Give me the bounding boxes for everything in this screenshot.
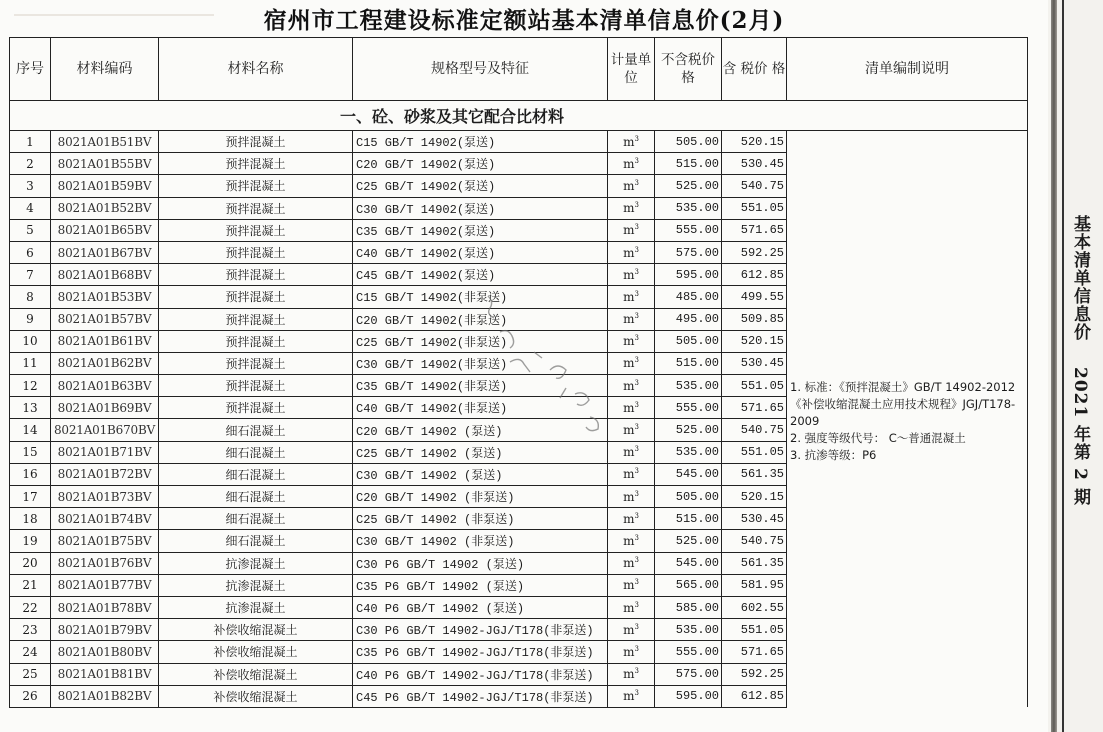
row-number: 19 (10, 530, 51, 552)
spec-features: C30 P6 GB/T 14902 (泵送) (353, 552, 608, 574)
unit-base: m (623, 578, 635, 593)
price-ex-tax: 555.00 (655, 219, 722, 241)
price-inc-tax: 571.65 (722, 397, 787, 419)
unit (608, 641, 655, 663)
material-code: 8021A01B75BV (51, 530, 159, 552)
price-inc-tax: 520.15 (722, 330, 787, 352)
material-code: 8021A01B68BV (51, 264, 159, 286)
unit (608, 175, 655, 197)
price-ex-tax: 525.00 (655, 530, 722, 552)
material-name: 细石混凝土 (159, 463, 353, 485)
material-code: 8021A01B72BV (51, 463, 159, 485)
spec-features: C30 GB/T 14902(非泵送) (353, 352, 608, 374)
unit-superscript: 3 (634, 156, 639, 165)
unit-base: m (623, 245, 635, 260)
header-spec: 规格型号及特征 (353, 38, 608, 101)
unit (608, 441, 655, 463)
row-number: 22 (10, 596, 51, 618)
material-name: 补偿收缩混凝土 (159, 685, 353, 707)
page-title: 宿州市工程建设标准定额站基本清单信息价(2月) (263, 7, 785, 34)
material-name: 补偿收缩混凝土 (159, 619, 353, 641)
note-line: 3. 抗渗等级：P6 (790, 448, 877, 462)
row-number: 4 (10, 197, 51, 219)
spec-features: C35 P6 GB/T 14902 (泵送) (353, 574, 608, 596)
row-number: 8 (10, 286, 51, 308)
unit-base: m (623, 644, 635, 659)
spec-features: C40 P6 GB/T 14902 (泵送) (353, 596, 608, 618)
unit (608, 153, 655, 175)
price-inc-tax: 540.75 (722, 175, 787, 197)
price-ex-tax: 575.00 (655, 241, 722, 263)
spec-features: C35 GB/T 14902(非泵送) (353, 375, 608, 397)
price-ex-tax: 495.00 (655, 308, 722, 330)
row-number: 15 (10, 441, 51, 463)
price-inc-tax: 530.45 (722, 153, 787, 175)
material-name: 细石混凝土 (159, 530, 353, 552)
price-ex-tax: 535.00 (655, 619, 722, 641)
price-ex-tax: 565.00 (655, 574, 722, 596)
material-code: 8021A01B63BV (51, 375, 159, 397)
unit-superscript: 3 (634, 644, 639, 653)
spec-features: C25 GB/T 14902 (泵送) (353, 441, 608, 463)
header-price-inc-tax-label: 含 税价 格 (722, 61, 786, 77)
row-number: 20 (10, 552, 51, 574)
price-ex-tax: 515.00 (655, 352, 722, 374)
header-unit-label: 计量单位 (610, 52, 652, 86)
material-name: 预拌混凝土 (159, 397, 353, 419)
unit (608, 352, 655, 374)
unit-superscript: 3 (634, 600, 639, 609)
material-code: 8021A01B53BV (51, 286, 159, 308)
unit-base: m (623, 267, 635, 282)
unit (608, 330, 655, 352)
row-number: 3 (10, 175, 51, 197)
unit-base: m (623, 467, 635, 482)
row-number: 9 (10, 308, 51, 330)
price-inc-tax: 520.15 (722, 486, 787, 508)
spec-features: C20 GB/T 14902 (泵送) (353, 419, 608, 441)
unit (608, 486, 655, 508)
unit-base: m (623, 356, 635, 371)
unit (608, 663, 655, 685)
unit (608, 619, 655, 641)
unit-superscript: 3 (634, 289, 639, 298)
material-code: 8021A01B670BV (51, 419, 159, 441)
unit-superscript: 3 (634, 134, 639, 143)
spine-title: 基本清单信息价 (1070, 215, 1090, 341)
material-code: 8021A01B82BV (51, 685, 159, 707)
price-inc-tax: 561.35 (722, 463, 787, 485)
price-inc-tax: 592.25 (722, 241, 787, 263)
material-code: 8021A01B81BV (51, 663, 159, 685)
unit-superscript: 3 (634, 622, 639, 631)
price-inc-tax: 551.05 (722, 441, 787, 463)
spec-features: C40 P6 GB/T 14902-JGJ/T178(非泵送) (353, 663, 608, 685)
spec-features: C35 P6 GB/T 14902-JGJ/T178(非泵送) (353, 641, 608, 663)
header-no: 序号 (10, 38, 51, 101)
unit-base: m (623, 689, 635, 704)
unit-superscript: 3 (634, 378, 639, 387)
material-name: 抗渗混凝土 (159, 574, 353, 596)
price-inc-tax: 551.05 (722, 375, 787, 397)
unit (608, 530, 655, 552)
header-price-inc-tax (722, 38, 787, 101)
unit (608, 397, 655, 419)
unit (608, 552, 655, 574)
row-number: 24 (10, 641, 51, 663)
price-inc-tax: 581.95 (722, 574, 787, 596)
material-name: 细石混凝土 (159, 441, 353, 463)
material-code: 8021A01B51BV (51, 131, 159, 153)
unit (608, 308, 655, 330)
unit-superscript: 3 (634, 178, 639, 187)
material-name: 预拌混凝土 (159, 330, 353, 352)
price-inc-tax: 499.55 (722, 286, 787, 308)
price-inc-tax: 530.45 (722, 352, 787, 374)
material-code: 8021A01B57BV (51, 308, 159, 330)
material-name: 预拌混凝土 (159, 352, 353, 374)
unit-superscript: 3 (634, 689, 639, 698)
note-line: 《补偿收缩混凝土应用技术规程》JGJ/T178-2009 (790, 397, 1016, 428)
material-code: 8021A01B73BV (51, 486, 159, 508)
unit-base: m (623, 511, 635, 526)
material-code: 8021A01B78BV (51, 596, 159, 618)
spine-edge (1051, 0, 1057, 732)
material-code: 8021A01B55BV (51, 153, 159, 175)
unit-superscript: 3 (634, 245, 639, 254)
section-title: 一、砼、砂浆及其它配合比材料 (10, 101, 1028, 131)
row-number: 10 (10, 330, 51, 352)
price-ex-tax: 575.00 (655, 663, 722, 685)
price-inc-tax: 551.05 (722, 197, 787, 219)
material-name: 补偿收缩混凝土 (159, 641, 353, 663)
compilation-notes-cell (787, 131, 1028, 708)
spec-features: C40 GB/T 14902(非泵送) (353, 397, 608, 419)
price-ex-tax: 585.00 (655, 596, 722, 618)
spec-features: C15 GB/T 14902(泵送) (353, 131, 608, 153)
unit-base: m (623, 156, 635, 171)
note-line: 2. 强度等级代号： C～普通混凝土 (790, 431, 966, 445)
material-code: 8021A01B67BV (51, 241, 159, 263)
unit-superscript: 3 (634, 312, 639, 321)
row-number: 2 (10, 153, 51, 175)
spec-features: C25 GB/T 14902 (非泵送) (353, 508, 608, 530)
spec-features: C25 GB/T 14902(泵送) (353, 175, 608, 197)
price-ex-tax: 595.00 (655, 264, 722, 286)
material-name: 预拌混凝土 (159, 308, 353, 330)
price-inc-tax: 530.45 (722, 508, 787, 530)
material-name: 细石混凝土 (159, 419, 353, 441)
price-ex-tax: 545.00 (655, 463, 722, 485)
unit-base: m (623, 600, 635, 615)
row-number: 21 (10, 574, 51, 596)
material-code: 8021A01B59BV (51, 175, 159, 197)
row-number: 14 (10, 419, 51, 441)
unit-superscript: 3 (634, 334, 639, 343)
material-code: 8021A01B52BV (51, 197, 159, 219)
unit (608, 131, 655, 153)
material-name: 预拌混凝土 (159, 286, 353, 308)
unit-superscript: 3 (634, 267, 639, 276)
price-inc-tax: 612.85 (722, 685, 787, 707)
price-ex-tax: 525.00 (655, 175, 722, 197)
compilation-notes (790, 379, 1026, 464)
material-name: 预拌混凝土 (159, 175, 353, 197)
spec-features: C30 GB/T 14902 (泵送) (353, 463, 608, 485)
row-number: 11 (10, 352, 51, 374)
unit-superscript: 3 (634, 445, 639, 454)
spec-features: C30 P6 GB/T 14902-JGJ/T178(非泵送) (353, 619, 608, 641)
price-ex-tax: 545.00 (655, 552, 722, 574)
unit-superscript: 3 (634, 356, 639, 365)
material-code: 8021A01B74BV (51, 508, 159, 530)
spec-features: C30 GB/T 14902 (非泵送) (353, 530, 608, 552)
price-ex-tax: 535.00 (655, 375, 722, 397)
material-code: 8021A01B80BV (51, 641, 159, 663)
price-inc-tax: 612.85 (722, 264, 787, 286)
spec-features: C25 GB/T 14902(非泵送) (353, 330, 608, 352)
unit-base: m (623, 556, 635, 571)
price-ex-tax: 525.00 (655, 419, 722, 441)
material-code: 8021A01B77BV (51, 574, 159, 596)
material-name: 预拌混凝土 (159, 219, 353, 241)
material-name: 预拌混凝土 (159, 197, 353, 219)
spec-features: C20 GB/T 14902(泵送) (353, 153, 608, 175)
unit-superscript: 3 (634, 223, 639, 232)
unit (608, 241, 655, 263)
row-number: 18 (10, 508, 51, 530)
price-inc-tax: 540.75 (722, 419, 787, 441)
price-ex-tax: 515.00 (655, 153, 722, 175)
unit (608, 375, 655, 397)
header-unit (608, 38, 655, 101)
unit (608, 508, 655, 530)
price-inc-tax: 520.15 (722, 131, 787, 153)
spec-features: C20 GB/T 14902 (非泵送) (353, 486, 608, 508)
row-number: 23 (10, 619, 51, 641)
row-number: 6 (10, 241, 51, 263)
unit-base: m (623, 400, 635, 415)
unit-base: m (623, 178, 635, 193)
material-name: 补偿收缩混凝土 (159, 663, 353, 685)
unit-base: m (623, 312, 635, 327)
unit-base: m (623, 134, 635, 149)
spec-features: C15 GB/T 14902(非泵送) (353, 286, 608, 308)
price-ex-tax: 535.00 (655, 441, 722, 463)
header-price-ex-tax-label: 不含税价 格 (661, 52, 715, 86)
unit (608, 419, 655, 441)
unit (608, 463, 655, 485)
unit (608, 264, 655, 286)
unit-superscript: 3 (634, 533, 639, 542)
price-inc-tax: 571.65 (722, 641, 787, 663)
material-name: 预拌混凝土 (159, 264, 353, 286)
price-inc-tax: 509.85 (722, 308, 787, 330)
spec-features: C40 GB/T 14902(泵送) (353, 241, 608, 263)
material-code: 8021A01B71BV (51, 441, 159, 463)
row-number: 13 (10, 397, 51, 419)
note-line: 1. 标准：《预拌混凝土》GB/T 14902-2012 (790, 380, 1016, 394)
spec-features: C20 GB/T 14902(非泵送) (353, 308, 608, 330)
header-code: 材料编码 (51, 38, 159, 101)
header-note: 清单编制说明 (787, 38, 1028, 101)
unit-base: m (623, 289, 635, 304)
material-name: 细石混凝土 (159, 486, 353, 508)
spec-features: C45 GB/T 14902(泵送) (353, 264, 608, 286)
spine-issue: 2021 年第 2 期 (1070, 367, 1090, 506)
section-row (10, 101, 1028, 131)
unit (608, 286, 655, 308)
unit-base: m (623, 445, 635, 460)
unit-base: m (623, 378, 635, 393)
price-inc-tax: 602.55 (722, 596, 787, 618)
price-ex-tax: 505.00 (655, 131, 722, 153)
material-name: 抗渗混凝土 (159, 552, 353, 574)
row-number: 26 (10, 685, 51, 707)
unit (608, 596, 655, 618)
unit-superscript: 3 (634, 511, 639, 520)
price-ex-tax: 515.00 (655, 508, 722, 530)
unit-base: m (623, 667, 635, 682)
price-ex-tax: 505.00 (655, 330, 722, 352)
material-name: 预拌混凝土 (159, 153, 353, 175)
price-inc-tax: 551.05 (722, 619, 787, 641)
unit-base: m (623, 223, 635, 238)
material-code: 8021A01B79BV (51, 619, 159, 641)
row-number: 16 (10, 463, 51, 485)
material-code: 8021A01B65BV (51, 219, 159, 241)
price-inc-tax: 561.35 (722, 552, 787, 574)
row-number: 12 (10, 375, 51, 397)
header-name: 材料名称 (159, 38, 353, 101)
material-name: 细石混凝土 (159, 508, 353, 530)
row-number: 17 (10, 486, 51, 508)
material-name: 预拌混凝土 (159, 131, 353, 153)
price-ex-tax: 595.00 (655, 685, 722, 707)
price-inc-tax: 592.25 (722, 663, 787, 685)
row-number: 1 (10, 131, 51, 153)
unit-superscript: 3 (634, 489, 639, 498)
price-ex-tax: 535.00 (655, 197, 722, 219)
unit-superscript: 3 (634, 556, 639, 565)
material-name: 预拌混凝土 (159, 375, 353, 397)
header-price-ex-tax (655, 38, 722, 101)
header-row (10, 38, 1028, 101)
price-ex-tax: 555.00 (655, 641, 722, 663)
material-code: 8021A01B76BV (51, 552, 159, 574)
price-inc-tax: 540.75 (722, 530, 787, 552)
spec-features: C35 GB/T 14902(泵送) (353, 219, 608, 241)
material-name: 预拌混凝土 (159, 241, 353, 263)
unit-superscript: 3 (634, 667, 639, 676)
material-code: 8021A01B61BV (51, 330, 159, 352)
row-number: 5 (10, 219, 51, 241)
table-row (10, 131, 1028, 153)
unit-base: m (623, 423, 635, 438)
price-ex-tax: 555.00 (655, 397, 722, 419)
row-number: 25 (10, 663, 51, 685)
unit-base: m (623, 489, 635, 504)
unit-base: m (623, 622, 635, 637)
spec-features: C30 GB/T 14902(泵送) (353, 197, 608, 219)
unit-base: m (623, 334, 635, 349)
unit (608, 685, 655, 707)
material-code: 8021A01B69BV (51, 397, 159, 419)
unit-superscript: 3 (634, 578, 639, 587)
material-name: 抗渗混凝土 (159, 596, 353, 618)
material-code: 8021A01B62BV (51, 352, 159, 374)
unit (608, 197, 655, 219)
unit-superscript: 3 (634, 423, 639, 432)
spec-features: C45 P6 GB/T 14902-JGJ/T178(非泵送) (353, 685, 608, 707)
unit-base: m (623, 201, 635, 216)
price-inc-tax: 571.65 (722, 219, 787, 241)
row-number: 7 (10, 264, 51, 286)
unit-superscript: 3 (634, 467, 639, 476)
unit (608, 219, 655, 241)
unit (608, 574, 655, 596)
spine-label (1068, 215, 1093, 506)
price-table (9, 37, 1028, 708)
price-ex-tax: 505.00 (655, 486, 722, 508)
unit-superscript: 3 (634, 201, 639, 210)
unit-base: m (623, 533, 635, 548)
unit-superscript: 3 (634, 400, 639, 409)
spine-rule (1062, 0, 1064, 732)
price-ex-tax: 485.00 (655, 286, 722, 308)
